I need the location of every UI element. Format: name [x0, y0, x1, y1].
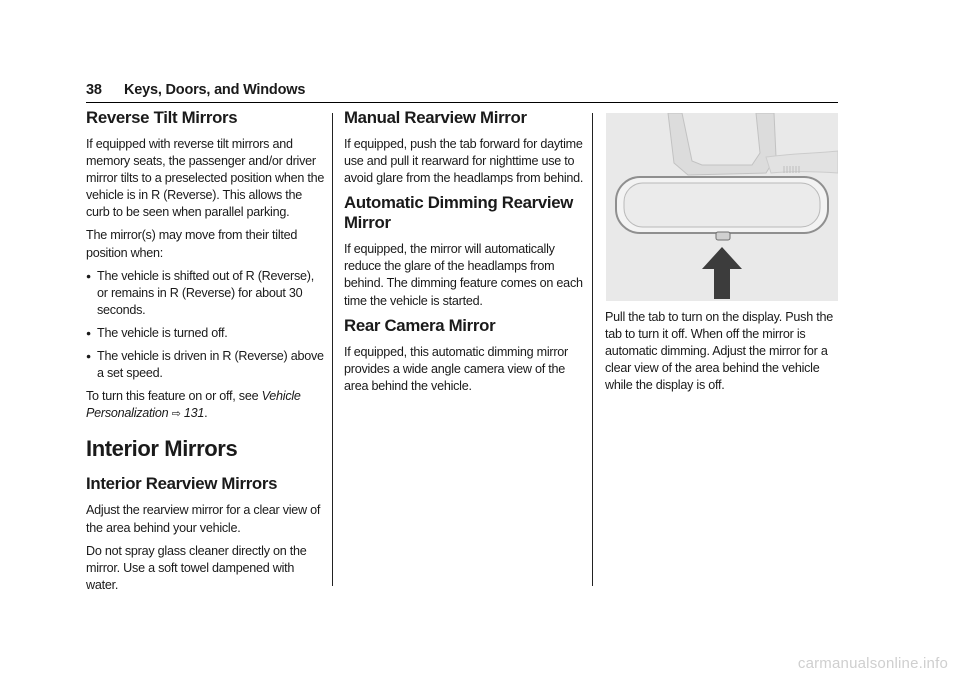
figure-caption: Pull the tab to turn on the display. Push the tab to turn it off. When off the mirror is automatic dimming. Adjust the mirror for a clear view of the area behind the vehicle while the display is off.	[605, 310, 833, 393]
page-number: 38	[86, 82, 102, 98]
list-item: ● The vehicle is driven in R (Reverse) above a set speed.	[86, 348, 326, 382]
turn-on-text: To turn this feature on or off, see	[86, 389, 259, 404]
conditions-list	[86, 268, 326, 383]
interior-mirrors-heading: Interior Mirrors	[86, 436, 238, 462]
manual-mirror-heading: Manual Rearview Mirror	[344, 108, 527, 127]
list-item: ● The vehicle is shifted out of R (Reverse), or remains in R (Reverse) for about 30 seconds.	[86, 268, 326, 319]
interior-paragraph-2: Do not spray glass cleaner directly on the mirror. Use a soft towel dampened with water.	[86, 543, 307, 592]
rear-camera-heading: Rear Camera Mirror	[344, 315, 496, 335]
tilted-position-paragraph: The mirror(s) may move from their tilted position when:	[86, 228, 298, 260]
column-divider	[332, 113, 333, 586]
reverse-tilt-paragraph: If equipped with reverse tilt mirrors and memory seats, the passenger and/or driver mirror tilts to a preselected position when the vehicle is in R (Reverse). This allows the curb to be seen when parallel parking.	[86, 137, 325, 220]
mirror-svg	[606, 113, 838, 301]
turn-on-paragraph	[86, 388, 326, 423]
rear-camera-paragraph: If equipped, this automatic dimming mirror provides a wide angle camera view of the area behind the vehicle.	[344, 344, 568, 393]
column-divider	[592, 113, 593, 586]
list-item: ● The vehicle is turned off.	[86, 325, 326, 342]
column-right	[605, 108, 839, 400]
column-left	[86, 108, 326, 600]
auto-dimming-heading: Automatic Dimming Rearview Mirror	[344, 193, 574, 233]
column-middle	[344, 108, 584, 401]
header-rule	[86, 102, 838, 103]
interior-rearview-heading: Interior Rearview Mirrors	[86, 474, 278, 494]
chapter-title: Keys, Doors, and Windows	[124, 82, 306, 98]
reverse-tilt-heading: Reverse Tilt Mirrors	[86, 108, 238, 127]
watermark: carmanualsonline.info	[797, 655, 948, 672]
xref-text: Vehicle Personalization	[86, 389, 301, 421]
manual-mirror-paragraph: If equipped, push the tab forward for daytime use and pull it rearward for nighttime use to avoid glare from the headlamps from behind.	[344, 137, 584, 186]
page-header	[86, 82, 838, 98]
auto-dimming-paragraph: If equipped, the mirror will automatically reduce the glare of the headlamps from behind. The dimming feature comes on each time the vehicle is started.	[344, 242, 583, 308]
xref-arrow-icon: ⇨	[171, 408, 181, 421]
xref-page: 131	[183, 406, 205, 421]
interior-paragraph-1: Adjust the rearview mirror for a clear view of the area behind your vehicle.	[86, 503, 321, 535]
xref-suffix: .	[204, 406, 208, 421]
rearview-mirror-illustration	[606, 113, 838, 301]
